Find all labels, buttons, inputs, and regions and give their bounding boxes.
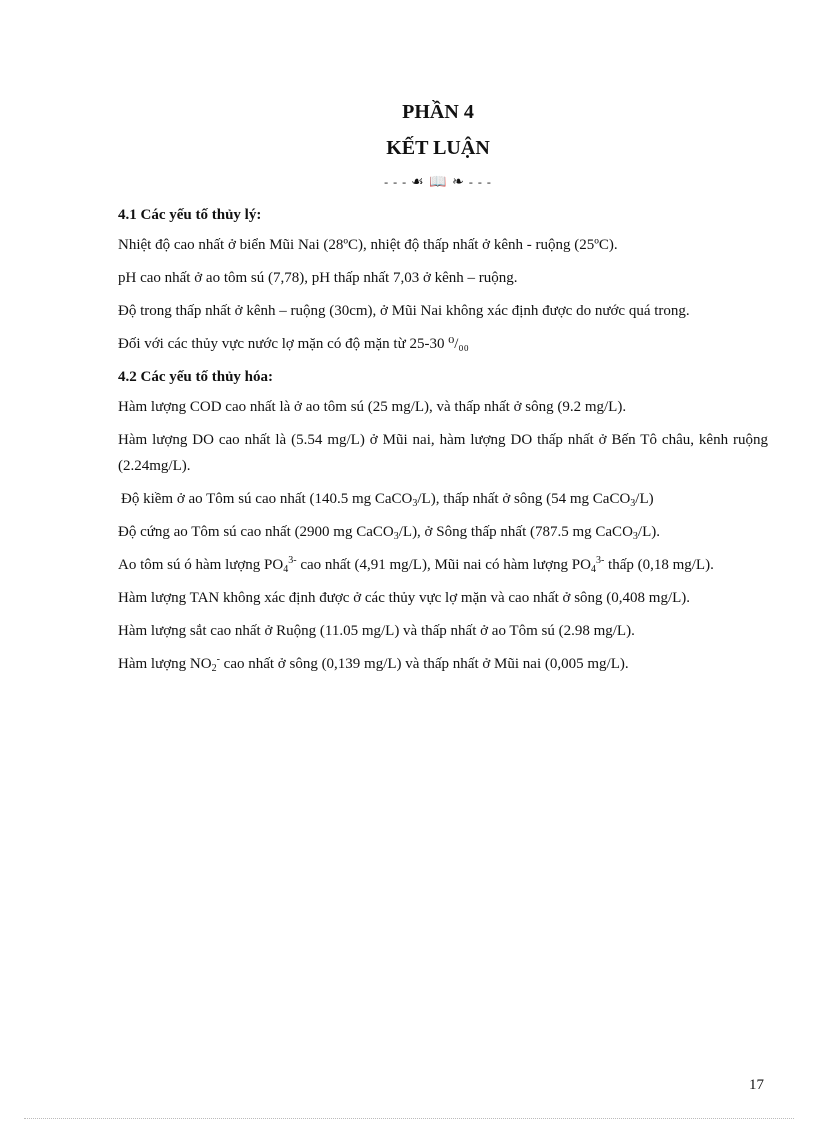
hardness-text-3: /L). (637, 524, 660, 540)
ornament-dashes-left: - - - (384, 175, 408, 189)
paragraph-phosphate (118, 552, 768, 578)
alkalinity-text-2: /L), thấp nhất ở sông (54 mg CaCO (417, 491, 631, 507)
paragraph-alkalinity (118, 486, 768, 512)
superscript-charge: - (216, 654, 220, 665)
phosphate-text-1: Ao tôm sú ó hàm lượng PO (118, 557, 284, 573)
paragraph-iron: Hàm lượng sắt cao nhất ở Ruộng (11.05 mg/L) và thấp nhất ở ao Tôm sú (2.98 mg/L). (118, 623, 635, 639)
part-heading: PHẦN 4 (402, 101, 474, 123)
subscript-4: 4 (283, 564, 289, 575)
ornament-dashes-right: - - - (468, 175, 492, 189)
subscript-3: 3 (630, 498, 636, 509)
subscript-3: 3 (412, 498, 418, 509)
page-number: 17 (749, 1077, 764, 1093)
paragraph-salinity (118, 331, 768, 357)
salinity-text: Đối với các thủy vực nước lợ mặn có độ mặn từ 25-30 (118, 336, 449, 352)
subscript-3: 3 (632, 531, 638, 542)
hardness-text-2: /L), ở Sông thấp nhất (787.5 mg CaCO (398, 524, 633, 540)
body-text (118, 202, 768, 684)
paragraph-hardness (118, 519, 768, 545)
phosphate-text-2: cao nhất (4,91 mg/L), Mũi nai có hàm lượng PO (296, 557, 591, 573)
paragraph-tan: Hàm lượng TAN không xác định được ở các thủy vực lợ mặn và cao nhất ở sông (0,408 mg/L). (118, 590, 691, 606)
paragraph-do: Hàm lượng DO cao nhất là (5.54 mg/L) ở Mũi nai, hàm lượng DO thấp nhất ở Bến Tô châu, kênh ruộng (2.24mg/L). (118, 432, 768, 474)
paragraph-nitrite (118, 651, 768, 677)
section-title-4-2: 4.2 Các yếu tố thủy hóa: (118, 369, 274, 385)
superscript-charge: 3- (595, 555, 605, 566)
title-ornament (30, 174, 816, 191)
subscript-2: 2 (211, 663, 217, 674)
section-title-4-1: 4.1 Các yếu tố thủy lý: (118, 207, 262, 223)
nitrite-text-2: cao nhất ở sông (0,139 mg/L) và thấp nhất ở Mũi nai (0,005 mg/L). (219, 656, 629, 672)
superscript-charge: 3- (288, 555, 297, 566)
page-bottom-divider (24, 1118, 794, 1119)
chapter-title: KẾT LUẬN (386, 137, 490, 159)
phosphate-text-3: thấp (0,18 mg/L). (604, 557, 714, 573)
paragraph-cod: Hàm lượng COD cao nhất là ở ao tôm sú (25 mg/L), và thấp nhất ở sông (9.2 mg/L). (118, 399, 627, 415)
permille-symbol: ⁰/₀₀ (448, 336, 469, 352)
fleuron-book-icon: ☙ 📖 ❧ (411, 175, 465, 190)
hardness-text-1: Độ cứng ao Tôm sú cao nhất (2900 mg CaCO (118, 524, 394, 540)
nitrite-text-1: Hàm lượng NO (118, 656, 212, 672)
alkalinity-text-1: Độ kiềm ở ao Tôm sú cao nhất (140.5 mg CaCO (121, 491, 413, 507)
alkalinity-text-3: /L) (635, 491, 654, 507)
subscript-3: 3 (393, 531, 399, 542)
paragraph-temperature: Nhiệt độ cao nhất ở biển Mũi Nai (28ºC), nhiệt độ thấp nhất ở kênh - ruộng (25ºC). (118, 237, 618, 253)
subscript-4: 4 (590, 564, 596, 575)
paragraph-ph: pH cao nhất ở ao tôm sú (7,78), pH thấp nhất 7,03 ở kênh – ruộng. (118, 270, 518, 286)
paragraph-transparency: Độ trong thấp nhất ở kênh – ruộng (30cm), ở Mũi Nai không xác định được do nước quá trong. (118, 303, 690, 319)
